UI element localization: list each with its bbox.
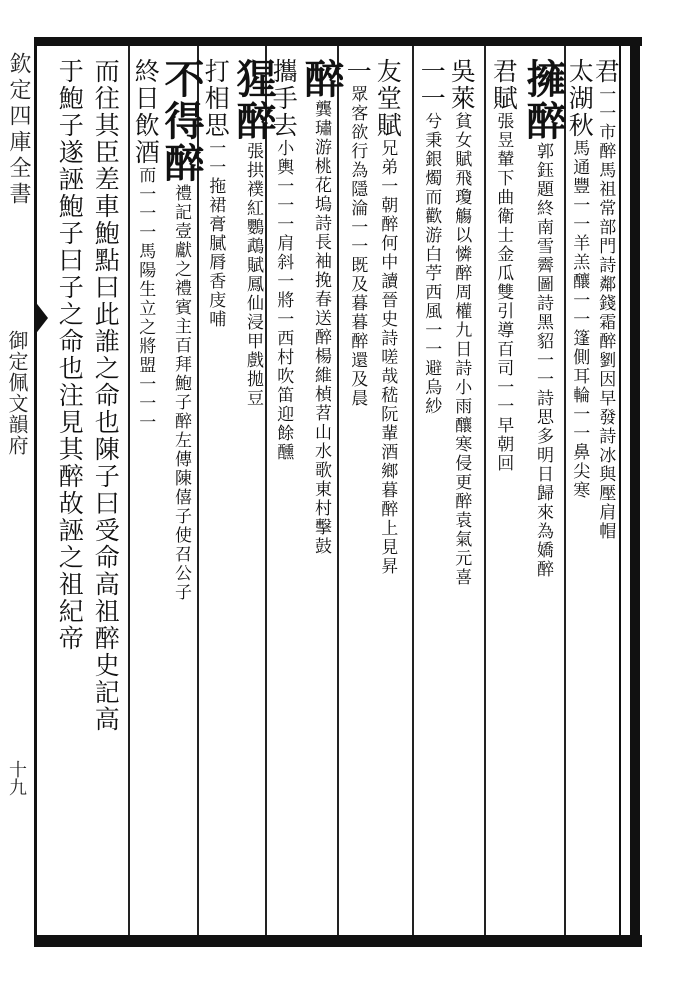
column-text: 禮記壹獻之禮賓主百拜鮑子醉左傳陳僖子使召公子 bbox=[171, 184, 191, 602]
text-column bbox=[201, 58, 231, 329]
column-text: 貧女賦飛瓊觴以憐醉周權九日詩小雨釀寒侵更醉袁氣元喜 bbox=[451, 112, 472, 587]
column-divider bbox=[412, 46, 414, 935]
column-head: 不得醉 bbox=[158, 58, 205, 184]
column-head: 打相思 bbox=[201, 58, 231, 139]
text-column bbox=[417, 58, 447, 416]
page-number: 十九 bbox=[6, 760, 27, 796]
text-column bbox=[91, 58, 121, 733]
text-column bbox=[230, 58, 277, 408]
text-column bbox=[565, 58, 595, 500]
column-text: 龔璛游桃花塢詩長袖挽春送醉楊維楨苕山水歌東村擊鼓 bbox=[311, 100, 331, 556]
text-column bbox=[343, 58, 373, 408]
column-head: 君賦 bbox=[489, 58, 519, 112]
text-column bbox=[447, 58, 477, 587]
column-head: 太湖秋 bbox=[565, 58, 595, 139]
column-head: 猩醉 bbox=[230, 58, 277, 142]
column-head: 一一 bbox=[417, 58, 447, 112]
fishtail-marker-icon bbox=[34, 300, 48, 336]
column-text: 郭鈺題終南雪霽圖詩黑貂一一詩思多明日歸來為嬌醉 bbox=[533, 142, 553, 579]
column-text: 小輿一一一肩斜一將一西村吹笛迎餘醺 bbox=[273, 139, 294, 462]
text-column bbox=[55, 58, 85, 652]
column-text: 馬通豐一一羊羔釀一一篷側耳輪一一鼻尖寒 bbox=[569, 139, 590, 500]
column-head: 擁醉 bbox=[520, 58, 567, 142]
text-column bbox=[591, 58, 621, 541]
margin-rule bbox=[34, 37, 37, 947]
column-head: 終日飲酒 bbox=[131, 58, 161, 166]
column-text: 一一拖裙膏膩脣香庋哺 bbox=[205, 139, 226, 329]
column-head: 吳萊 bbox=[447, 58, 477, 112]
column-text: 眾客欲行為隱淪一一既及暮暮醉還及晨 bbox=[347, 85, 368, 408]
margin-subtitle: 御定佩文韻府 bbox=[5, 330, 29, 456]
column-divider bbox=[484, 46, 486, 935]
column-text: 張昱輦下曲衛士金瓜雙引導百司一一早朝回 bbox=[493, 112, 514, 473]
text-column bbox=[520, 58, 567, 579]
text-column bbox=[298, 58, 345, 556]
column-head: 友堂賦 bbox=[373, 58, 403, 139]
page-frame-top bbox=[34, 37, 642, 46]
text-column bbox=[131, 58, 161, 432]
column-head: 攜手去 bbox=[269, 58, 299, 139]
column-text: 兄弟一朝醉何中讀晉史詩嗟哉嵇阮輩酒鄉暮醉上見昇 bbox=[377, 139, 398, 576]
column-head: 一 bbox=[343, 58, 373, 85]
column-divider bbox=[128, 46, 130, 935]
column-head: 于鮑子 bbox=[55, 58, 85, 139]
page-frame-right bbox=[630, 37, 640, 947]
column-text: 張拱襆紅鸚鵡賦鳳仙浸甲戲拋豆 bbox=[243, 142, 263, 408]
column-text: 遂誣鮑子曰子之命也注見其醉故誣之祖紀帝 bbox=[55, 139, 85, 652]
column-text: 而一一一馬陽生立之將盟一一一 bbox=[135, 166, 156, 432]
column-text: 一一市醉馬祖常部門詩鄰錢霜醉劉因早發詩冰與壓肩帽 bbox=[595, 85, 616, 541]
column-head: 而往 bbox=[91, 58, 121, 112]
column-head: 君 bbox=[591, 58, 621, 85]
column-text: 兮秉銀燭而歡游白苧西風一一避烏紗 bbox=[421, 112, 442, 416]
page-frame-bottom bbox=[34, 935, 642, 947]
text-column bbox=[489, 58, 519, 473]
page-frame-inner-right bbox=[619, 46, 621, 935]
text-column bbox=[373, 58, 403, 576]
column-text: 其臣差車鮑點曰此誰之命也陳子曰受命高祖醉史記高 bbox=[91, 112, 121, 733]
column-head: 醉 bbox=[298, 58, 345, 100]
margin-book-title: 欽定四庫全書 bbox=[6, 52, 31, 208]
text-column bbox=[158, 58, 205, 602]
